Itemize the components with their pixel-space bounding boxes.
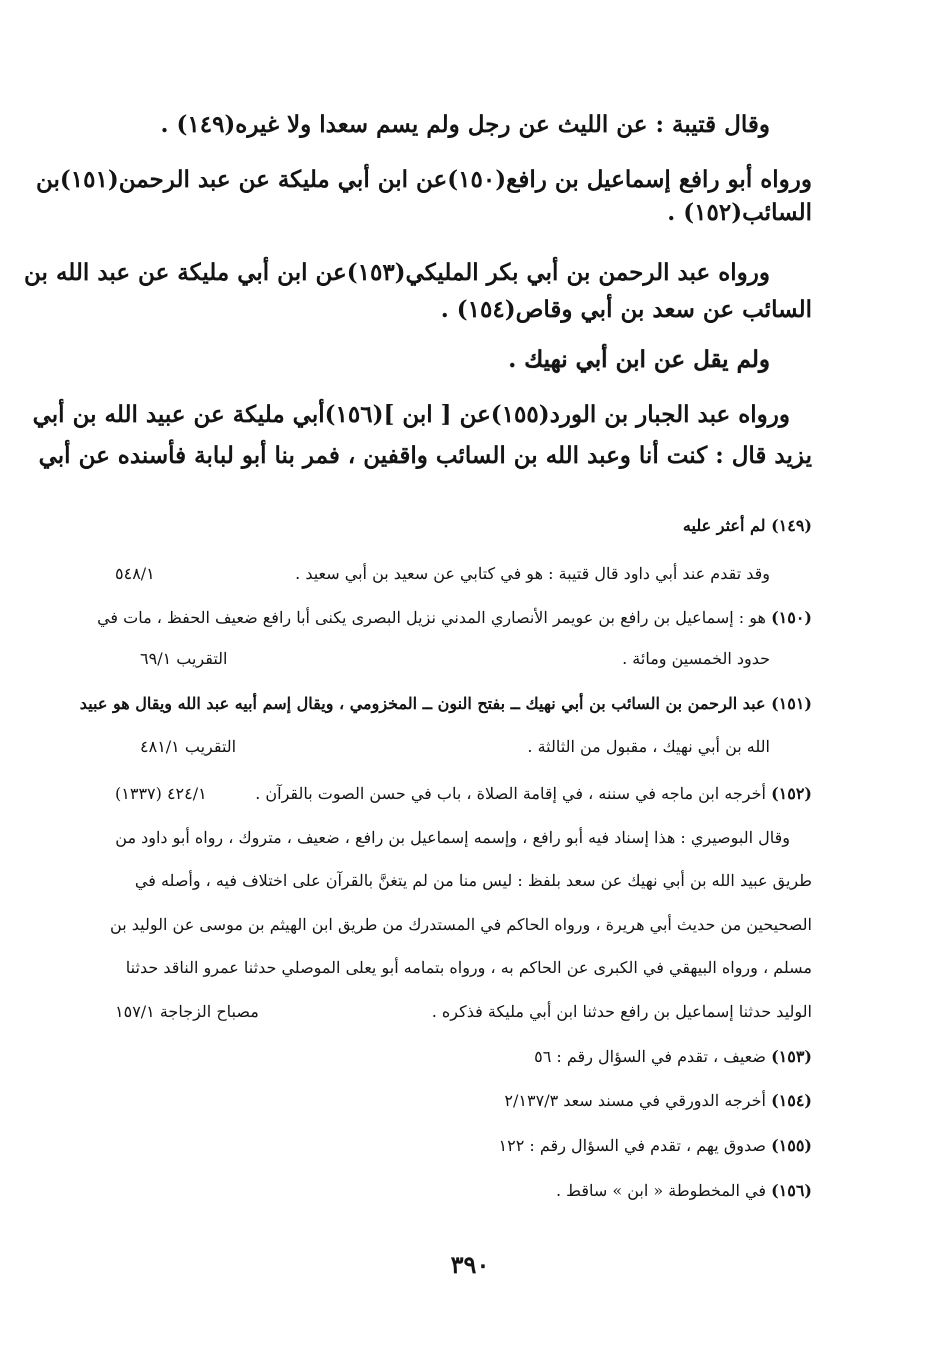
footnote-text: حدود الخمسين ومائة . [622, 649, 770, 668]
footnote-number: (١٥٦) [771, 1181, 812, 1200]
main-line-5: السائب عن سعد بن أبي وقاص(١٥٤) . [440, 296, 812, 323]
footnote-151-cont [527, 739, 770, 755]
footnote-reference: مصباح الزجاجة ١٥٧/١ [115, 1002, 259, 1021]
footnote-154 [504, 1093, 812, 1109]
footnote-150 [97, 610, 812, 626]
footnote-152-cont-4: مسلم ، ورواه البيهقي في الكبرى عن الحاكم به ، ورواه بتمامه أبو يعلى الموصلي حدثنا عمرو الناقد حدثنا [125, 958, 812, 977]
footnote-number: (١٥٤) [771, 1091, 812, 1110]
footnote-152 [255, 786, 812, 802]
footnote-151 [80, 696, 812, 712]
footnote-text: ضعيف ، تقدم في السؤال رقم : ٥٦ [534, 1047, 766, 1066]
footnote-text: هو : إسماعيل بن رافع بن عويمر الأنصاري المدني نزيل البصرى يكنى أبا رافع ضعيف الحفظ ، مات في [97, 608, 766, 627]
footnote-text: عبد الرحمن بن السائب بن أبي نهيك ــ بفتح النون ــ المخزومي ، ويقال إسم أبيه عبد الله ويقال هو عبيد [79, 694, 766, 713]
main-line-6: ولم يقل عن ابن أبي نهيك . [508, 346, 770, 373]
footnote-text: أخرجه ابن ماجه في سننه ، في إقامة الصلاة ، باب في حسن الصوت بالقرآن . [255, 784, 766, 803]
main-line-2: ورواه أبو رافع إسماعيل بن رافع(١٥٠)عن ابن أبي مليكة عن عبد الرحمن(١٥١)بن [36, 166, 812, 193]
main-line-8: يزيد قال : كنت أنا وعبد الله بن السائب واقفين ، فمر بنا أبو لبابة فأسنده عن أبي [38, 442, 812, 469]
main-line-4: ورواه عبد الرحمن بن أبي بكر المليكي(١٥٣)عن ابن أبي مليكة عن عبد الله بن [24, 259, 770, 286]
page-number: ٣٩٠ [450, 1250, 490, 1279]
footnote-152-cont-2: طريق عبيد الله بن أبي نهيك عن سعد بلفظ : ليس منا من لم يتغنَّ بالقرآن على اختلاف فيه ، وأصله في [134, 871, 812, 890]
footnote-156 [556, 1183, 812, 1199]
footnote-reference: ٥٤٨/١ [115, 564, 155, 583]
footnote-153 [534, 1049, 812, 1065]
footnote-text: وقد تقدم عند أبي داود قال قتيبة : هو في كتابي عن سعيد بن أبي سعيد . [295, 564, 770, 583]
footnote-text: لم أعثر عليه [682, 516, 766, 535]
footnote-number: (١٥٠) [771, 608, 812, 627]
footnote-text: في المخطوطة « ابن » ساقط . [556, 1181, 766, 1200]
footnote-reference: ٤٢٤/١ (١٣٣٧) [115, 784, 207, 803]
footnote-152-cont-5 [432, 1004, 812, 1020]
footnote-reference: التقريب ٦٩/١ [140, 649, 228, 668]
main-line-3: السائب(١٥٢) . [667, 199, 812, 226]
footnote-152-cont-1: وقال البوصيري : هذا إسناد فيه أبو رافع ، وإسمه إسماعيل بن رافع ، ضعيف ، متروك ، رواه أبو داود من [115, 828, 790, 847]
footnote-150-cont [622, 651, 770, 667]
footnote-number: (١٥٣) [771, 1047, 812, 1066]
footnote-text: الوليد حدثنا إسماعيل بن رافع حدثنا ابن أبي مليكة فذكره . [431, 1002, 812, 1021]
footnote-number: (١٥١) [771, 694, 812, 713]
footnote-text: صدوق يهم ، تقدم في السؤال رقم : ١٢٢ [498, 1136, 766, 1155]
footnote-149 [683, 518, 812, 534]
footnote-reference: التقريب ٤٨١/١ [140, 737, 237, 756]
footnote-155 [499, 1138, 812, 1154]
footnote-149-cont [295, 566, 770, 582]
main-line-7: ورواه عبد الجبار بن الورد(١٥٥)عن [ ابن ](١٥٦)أبي مليكة عن عبيد الله بن أبي [32, 401, 790, 428]
footnote-text: أخرجه الدورقي في مسند سعد ٢/١٣٧/٣ [504, 1091, 766, 1110]
footnote-text: الله بن أبي نهيك ، مقبول من الثالثة . [527, 737, 770, 756]
footnote-number: (١٥٥) [771, 1136, 812, 1155]
footnote-152-cont-3: الصحيحين من حديث أبي هريرة ، ورواه الحاكم في المستدرك من طريق ابن الهيثم بن موسى عن الوليد بن [110, 915, 812, 934]
main-line-1: وقال قتيبة : عن الليث عن رجل ولم يسم سعدا ولا غيره(١٤٩) . [160, 111, 770, 138]
footnote-number: (١٥٢) [771, 784, 812, 803]
footnote-number: (١٤٩) [771, 516, 812, 535]
